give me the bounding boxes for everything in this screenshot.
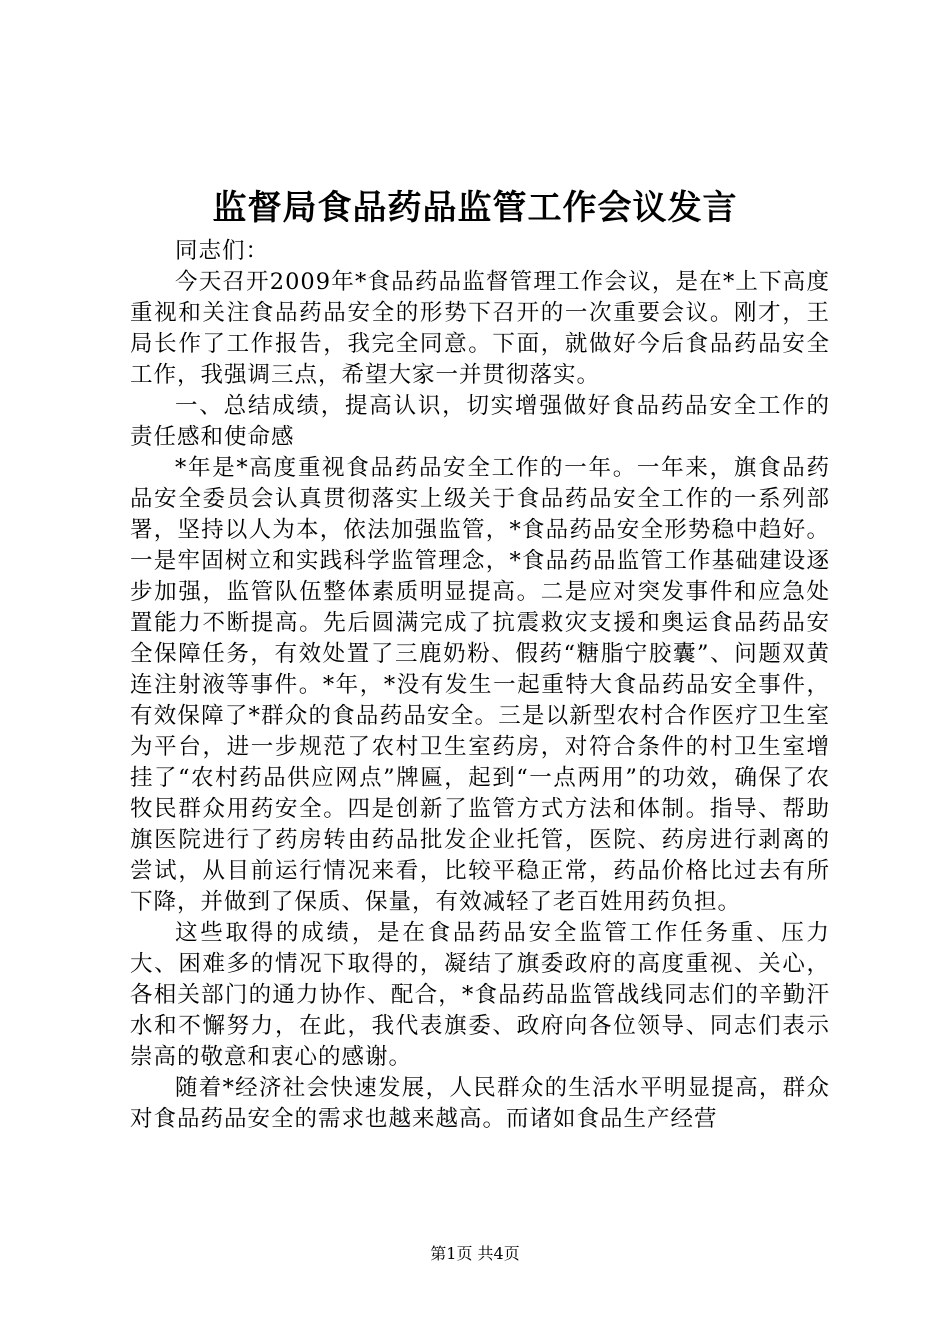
paragraph-salutation: 同志们： [175,238,270,264]
page-number-footer: 第1页 共4页 [430,1244,520,1263]
paragraph-development: 随着*经济社会快速发展，人民群众的生活水平明显提高，群众对食品药品安全的需求也越来越高。而诸如食品生产经营 [130,1075,830,1132]
paragraph-achievements: *年是*高度重视食品药品安全工作的一年。一年来，旗食品药品安全委员会认真贯彻落实上级关于食品药品安全工作的一系列部署，坚持以人为本，依法加强监管，*食品药品安全形势稳中趋好。一是牢固树立和实践科学监管理念，*食品药品监管工作基础建设逐步加强，监管队伍整体素质明显提高。二是应对突发事件和应急处置能力不断提高。先后圆满完成了抗震救灾支援和奥运食品药品安全保障任务，有效处置了三鹿奶粉、假药“糖脂宁胶囊”、问题双黄连注射液等事件。*年，*没有发生一起重特大食品药品安全事件，有效保障了*群众的食品药品安全。三是以新型农村合作医疗卫生室为平台，进一步规范了农村卫生室药房，对符合条件的村卫生室增挂了“农村药品供应网点”牌匾，起到“一点两用”的功效，确保了农牧民群众用药安全。四是创新了监管方式方法和体制。指导、帮助旗医院进行了药房转由药品批发企业托管，医院、药房进行剥离的尝试，从目前运行情况来看，比较平稳正常，药品价格比过去有所下降，并做到了保质、保量，有效减轻了老百姓用药负担。 [130,455,830,915]
paragraph-intro: 今天召开2009年*食品药品监督管理工作会议，是在*上下高度重视和关注食品药品安全的形势下召开的一次重要会议。刚才，王局长作了工作报告，我完全同意。下面，就做好今后食品药品安全工作，我强调三点，希望大家一并贯彻落实。 [130,269,830,388]
document-body [130,236,830,1135]
document-title: 监督局食品药品监管工作会议发言 [212,188,738,228]
paragraph-thanks: 这些取得的成绩，是在食品药品安全监管工作任务重、压力大、困难多的情况下取得的，凝结了旗委政府的高度重视、关心，各相关部门的通力协作、配合，*食品药品监管战线同志们的辛勤汗水和不懈努力，在此，我代表旗委、政府向各位领导、同志们表示崇高的敬意和衷心的感谢。 [130,920,830,1070]
section-heading-1: 一、总结成绩，提高认识，切实增强做好食品药品安全工作的责任感和使命感 [130,393,830,450]
